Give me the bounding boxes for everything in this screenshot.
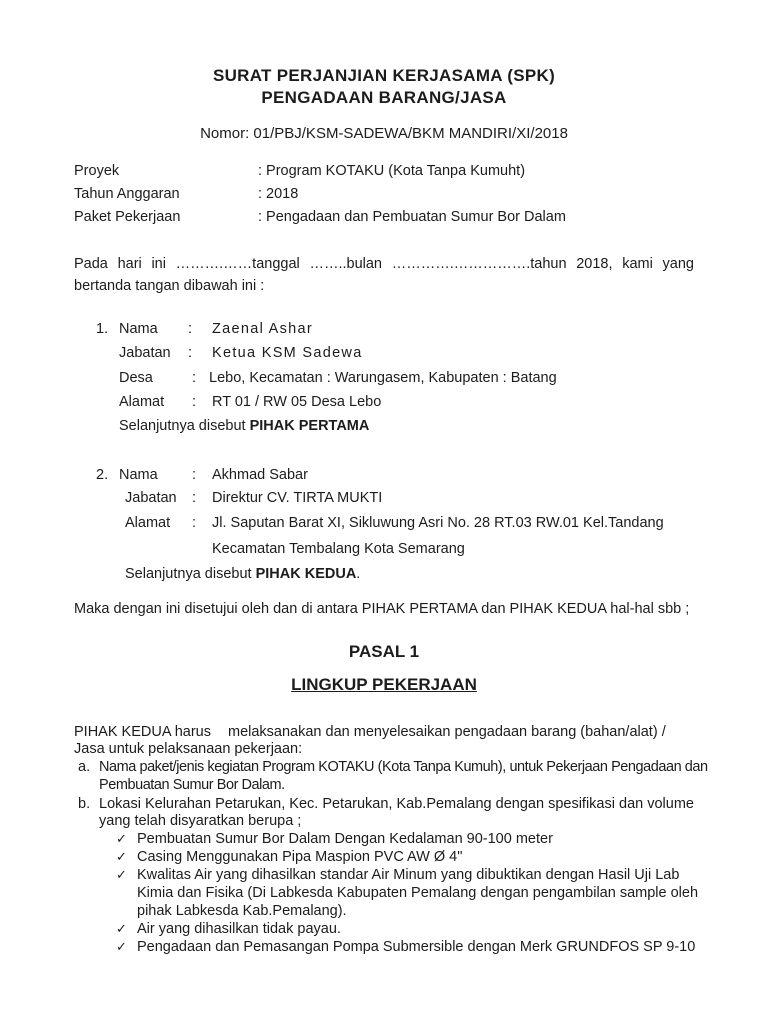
party2-value-alamat: Jl. Saputan Barat XI, Sikluwung Asri No. 28 RT.03 RW.01 Kel.Tandang (212, 515, 664, 531)
scope-item-b-line2: yang telah disyaratkan berupa ; (99, 813, 302, 829)
scope-item-a-line2: Pembuatan Sumur Bor Dalam. (99, 777, 285, 793)
document-title-line1: SURAT PERJANJIAN KERJASAMA (SPK) (212, 66, 556, 85)
checkmark-icon: ✓ (116, 831, 127, 846)
party1-designation (119, 417, 369, 435)
checkmark-icon: ✓ (116, 867, 127, 882)
spec-item-3-line1: Kwalitas Air yang dihasilkan standar Air Minum yang dibuktikan dengan Hasil Uji Lab (137, 867, 680, 883)
info-value-paket: : Pengadaan dan Pembuatan Sumur Bor Dalam (258, 209, 566, 225)
info-label-tahun: Tahun Anggaran (74, 186, 180, 202)
spec-item-3-line2: Kimia dan Fisika (Di Labkesda Kabupaten Pemalang dengan pengambilan sample oleh (137, 885, 699, 901)
pasal-number: PASAL 1 (348, 642, 420, 661)
checkmark-icon: ✓ (116, 849, 127, 864)
info-value-proyek: : Program KOTAKU (Kota Tanpa Kumuht) (258, 163, 526, 179)
checkmark-icon: ✓ (116, 939, 127, 954)
scope-item-a-label: a. (78, 759, 91, 775)
party2-colon: : (192, 467, 197, 483)
party2-value-alamat-cont: Kecamatan Tembalang Kota Semarang (212, 541, 465, 557)
document-number: Nomor: 01/PBJ/KSM-SADEWA/BKM MANDIRI/XI/2018 (200, 125, 568, 142)
party1-colon: : (192, 370, 197, 386)
party2-colon: : (192, 490, 197, 506)
party2-colon: : (192, 515, 197, 531)
scope-intro-2: Jasa untuk pelaksanaan pekerjaan: (74, 741, 303, 757)
info-label-proyek: Proyek (74, 163, 120, 179)
party1-number: 1. (96, 321, 109, 337)
scope-item-a-line1: Nama paket/jenis kegiatan Program KOTAKU (Kota Tanpa Kumuh), untuk Pekerjaan Pengadaan dan (99, 759, 708, 775)
scope-intro-a: PIHAK KEDUA harus (74, 724, 211, 740)
party1-designation-name: PIHAK PERTAMA (249, 418, 370, 434)
party2-label-alamat: Alamat (125, 515, 171, 531)
spec-item-3-line3: pihak Labkesda Kab.Pemalang). (137, 903, 347, 919)
pasal-title: LINGKUP PEKERJAAN (291, 675, 477, 694)
party1-value-desa: Lebo, Kecamatan : Warungasem, Kabupaten : Batang (209, 370, 557, 386)
party1-label-desa: Desa (119, 370, 153, 386)
party2-designation-prefix: Selanjutnya disebut (125, 566, 256, 582)
party1-colon: : (192, 394, 197, 410)
party2-number: 2. (96, 467, 109, 483)
party2-value-nama: Akhmad Sabar (212, 467, 308, 483)
opening-line2: bertanda tangan dibawah ini : (74, 278, 265, 294)
party2-label-jabatan: Jabatan (125, 490, 177, 506)
scope-item-b-line1: Lokasi Kelurahan Petarukan, Kec. Petarukan, Kab.Pemalang dengan spesifikasi dan volume (99, 796, 694, 812)
party2-designation-suffix: . (356, 566, 361, 582)
party1-value-jabatan: Ketua KSM Sadewa (212, 345, 363, 361)
party2-designation-name: PIHAK KEDUA (255, 566, 357, 582)
spec-item-1: Pembuatan Sumur Bor Dalam Dengan Kedalaman 90-100 meter (137, 831, 553, 847)
party1-label-jabatan: Jabatan (119, 345, 171, 361)
party2-label-nama: Nama (119, 467, 158, 483)
info-value-tahun: : 2018 (258, 186, 299, 202)
scope-item-b-label: b. (78, 796, 91, 812)
party1-label-nama: Nama (119, 321, 158, 337)
party2-value-jabatan: Direktur CV. TIRTA MUKTI (212, 490, 383, 506)
checkmark-icon: ✓ (116, 921, 127, 936)
party1-value-nama: Zaenal Ashar (212, 321, 314, 337)
opening-line1: Pada hari ini ……….……tanggal ……..bulan ………….…………….tahun 2018, kami yang (74, 256, 694, 272)
party2-designation (125, 565, 360, 583)
party1-designation-prefix: Selanjutnya disebut (119, 418, 250, 434)
info-label-paket: Paket Pekerjaan (74, 209, 181, 225)
party1-value-alamat: RT 01 / RW 05 Desa Lebo (212, 394, 382, 410)
party1-colon: : (188, 345, 193, 361)
spec-item-5: Pengadaan dan Pemasangan Pompa Submersible dengan Merk GRUNDFOS SP 9-10 (137, 939, 696, 955)
party1-label-alamat: Alamat (119, 394, 165, 410)
spec-item-4: Air yang dihasilkan tidak payau. (137, 921, 341, 937)
agreement-statement: Maka dengan ini disetujui oleh dan di antara PIHAK PERTAMA dan PIHAK KEDUA hal-hal sbb ; (74, 601, 690, 617)
party1-colon: : (188, 321, 193, 337)
document-title-line2: PENGADAAN BARANG/JASA (261, 88, 507, 107)
scope-intro-b: melaksanakan dan menyelesaikan pengadaan barang (bahan/alat) / (228, 724, 666, 740)
spec-item-2: Casing Menggunakan Pipa Maspion PVC AW Ø 4" (137, 849, 463, 865)
